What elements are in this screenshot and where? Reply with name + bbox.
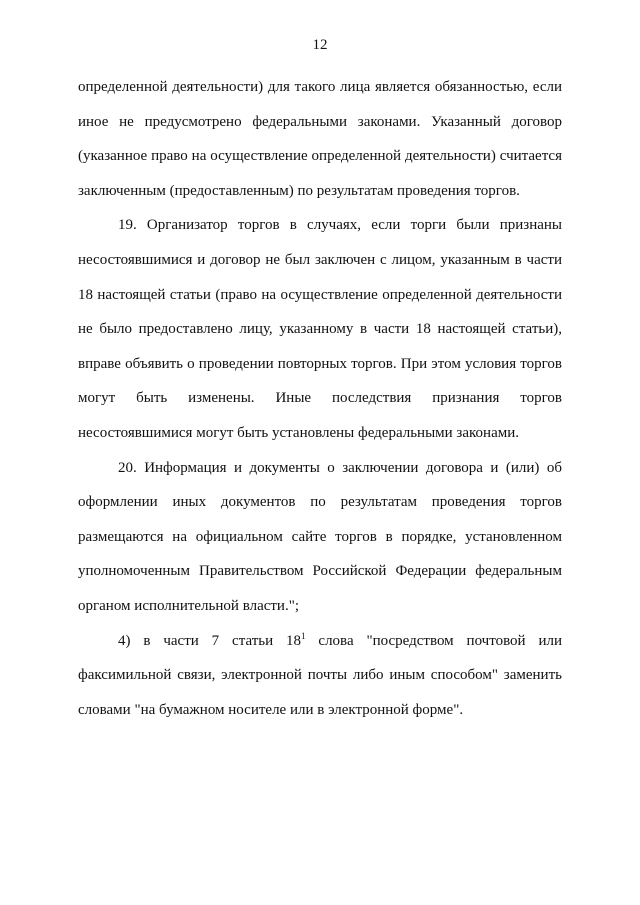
text-line: 20. Информация и документы о заключении договора и (или) об [118, 459, 562, 476]
text-line: могут быть изменены. Иные последствия признания торгов [78, 390, 562, 407]
text-line: уполномоченным Правительством Российской Федерации федеральным [78, 563, 562, 580]
text-line: не было предоставлено лицу, указанному в части 18 настоящей статьи), [78, 321, 562, 338]
text-line: вправе объявить о проведении повторных торгов. При этом условия торгов [78, 355, 562, 372]
text-line [78, 624, 562, 659]
document-body [78, 70, 562, 727]
item-4 [78, 624, 562, 728]
text-line: определенной деятельности) для такого лица является обязанностью, если [78, 79, 562, 95]
text-segment: слова "посредством почтовой или [305, 632, 563, 649]
text-line: несостоявшимися могут быть установлены федеральными законами. [78, 424, 519, 441]
text-line: несостоявшимися и договор не был заключен с лицом, указанным в части [78, 251, 562, 268]
paragraph-20 [78, 451, 562, 624]
text-line: органом исполнительной власти."; [78, 597, 300, 614]
superscript: 1 [301, 630, 306, 641]
text-line: иное не предусмотрено федеральными законами. Указанный договор [78, 113, 562, 130]
text-line: 18 настоящей статьи (право на осуществление определенной деятельности [78, 286, 562, 303]
text-line: факсимильной связи, электронной почты либо иным способом" заменить [78, 667, 562, 684]
text-line: (указанное право на осуществление определенной деятельности) считается [78, 148, 562, 165]
paragraph-19 [78, 208, 562, 450]
paragraph-continuation [78, 70, 562, 208]
text-segment: 4) в части 7 статьи 18 [118, 632, 302, 649]
text-line: оформлении иных документов по результатам проведения торгов [78, 494, 562, 511]
text-line: размещаются на официальном сайте торгов в порядке, установленном [78, 528, 562, 545]
text-line: словами "на бумажном носителе или в электронной форме". [78, 701, 464, 718]
page-number: 12 [312, 37, 328, 53]
text-line: заключенным (предоставленным) по результатам проведения торгов. [78, 182, 520, 199]
text-line: 19. Организатор торгов в случаях, если торги были признаны [118, 217, 562, 234]
